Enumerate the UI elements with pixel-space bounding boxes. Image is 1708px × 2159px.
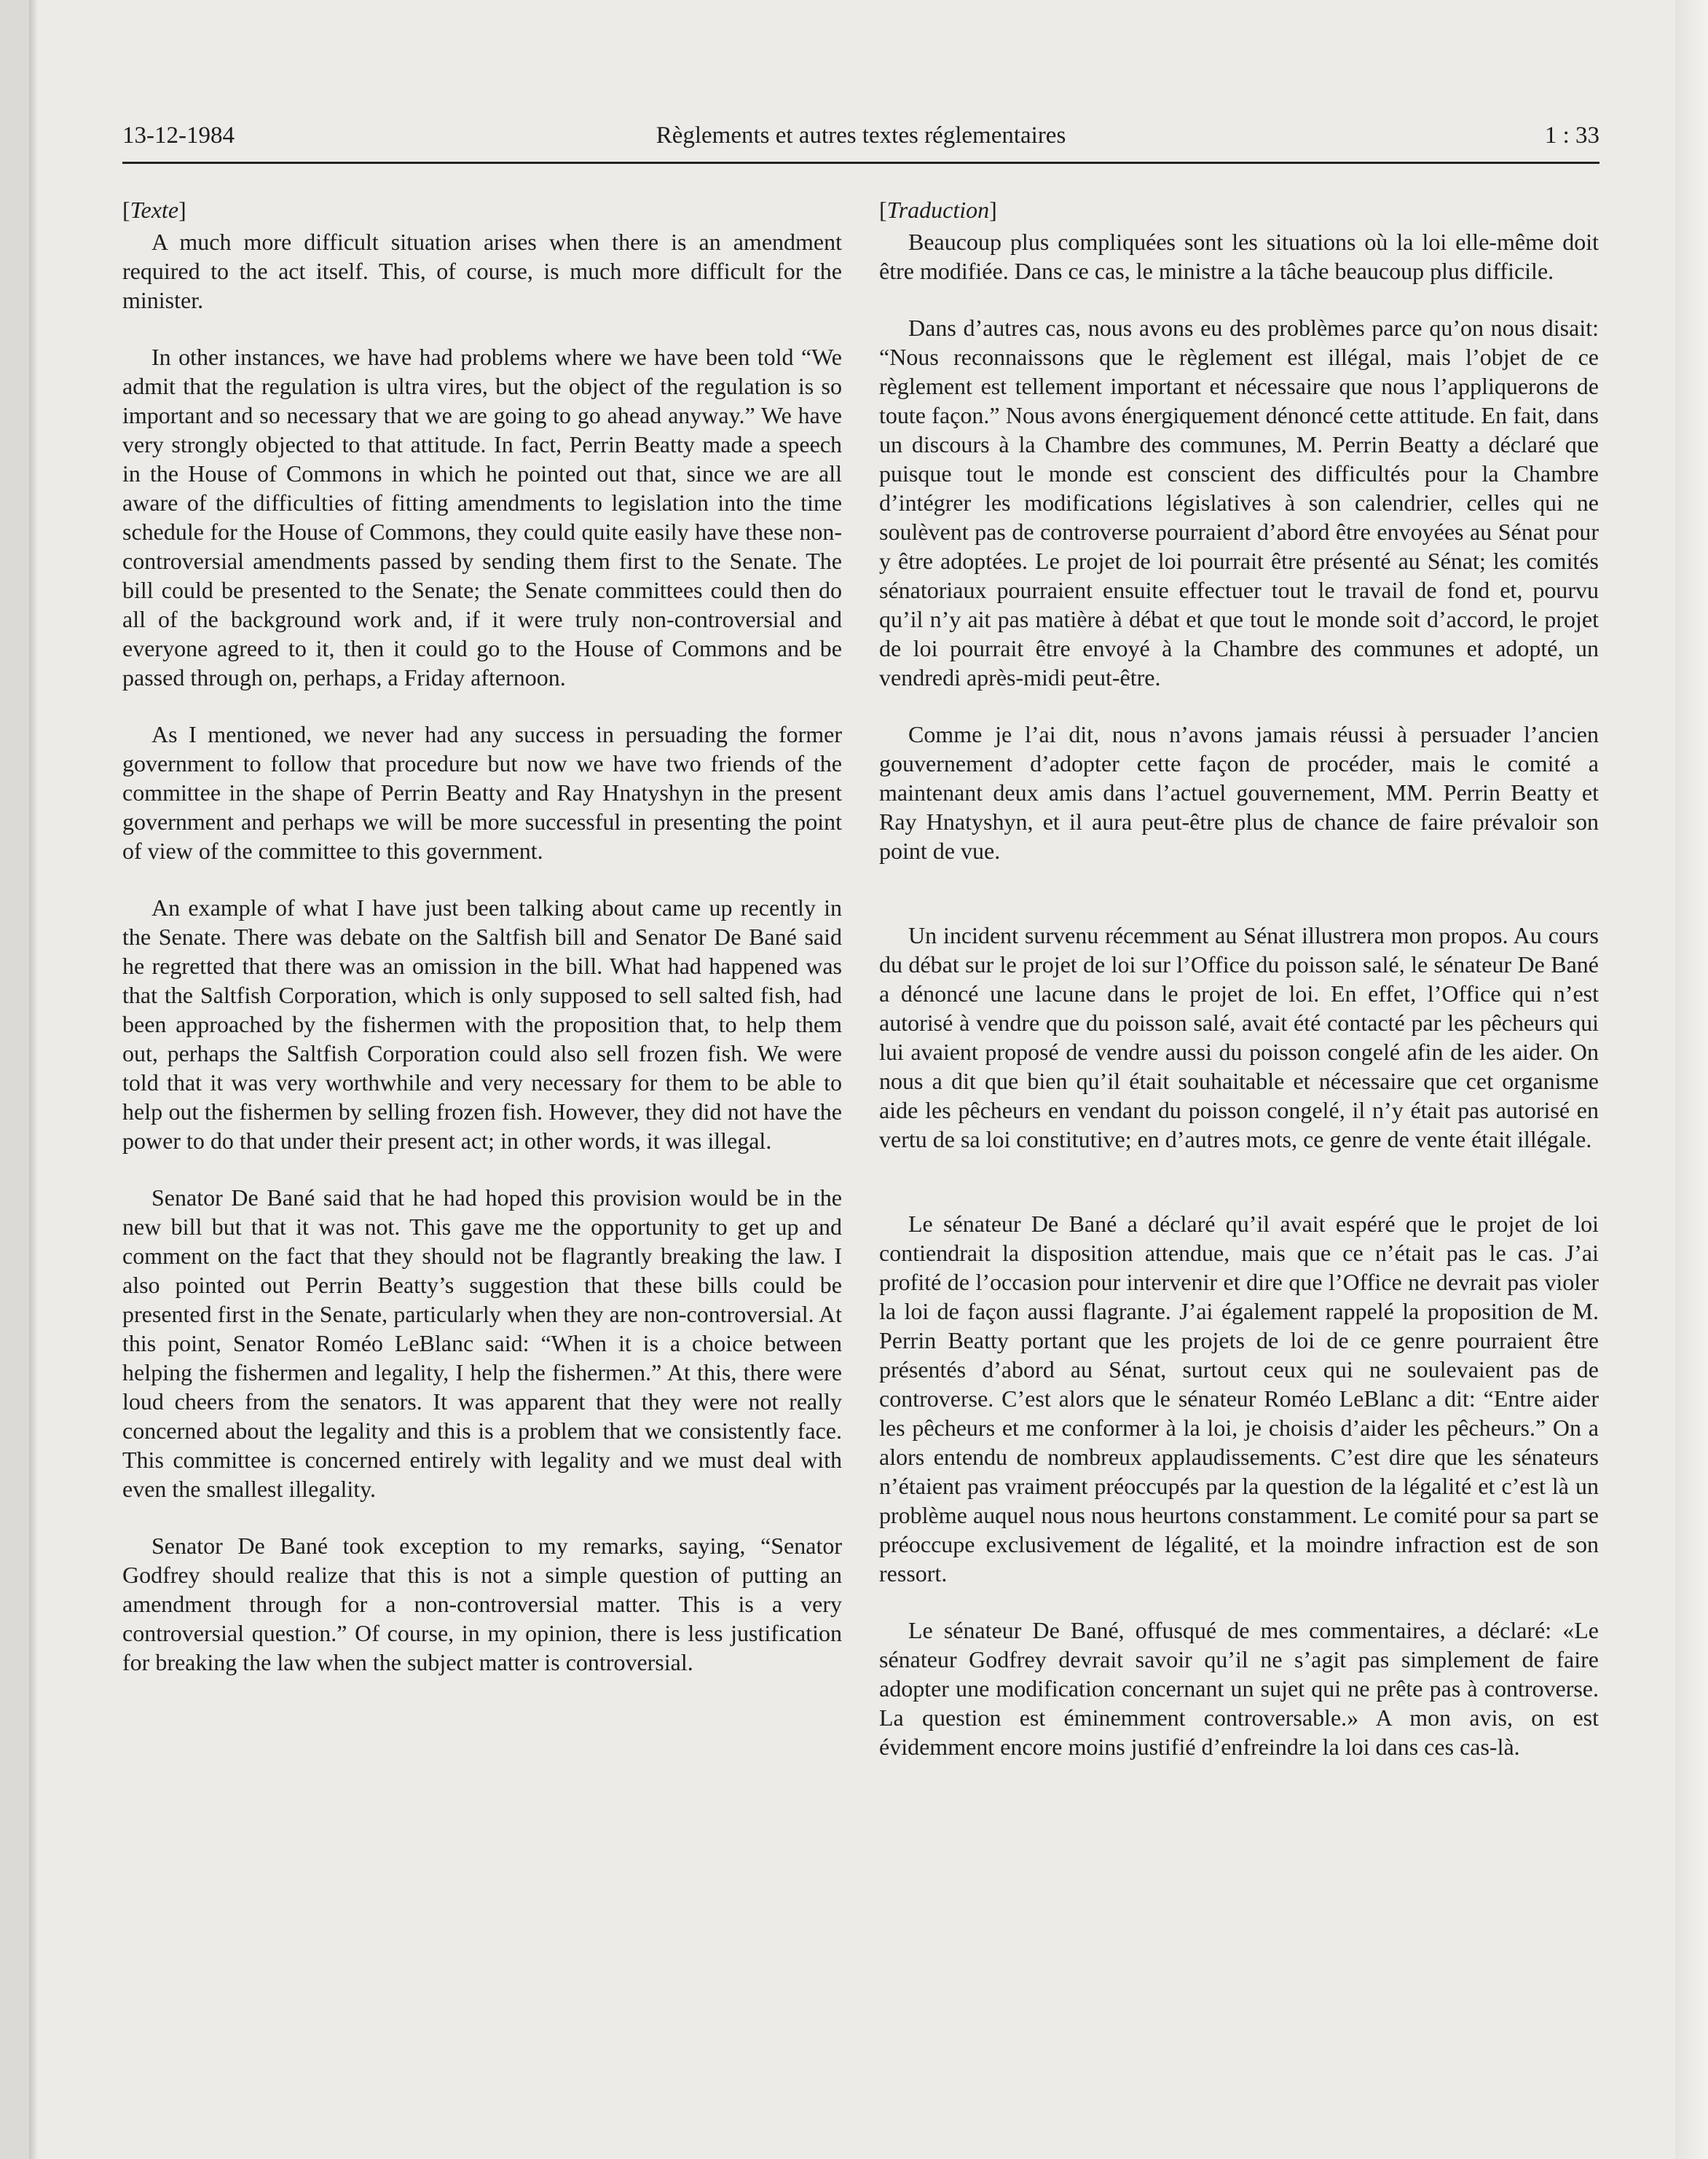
column-label-texte: [Texte] (122, 197, 186, 223)
page-edge-shadow (29, 0, 38, 2159)
paragraph: An example of what I have just been talking about came up recently in the Senate. There was debate on the Saltfish bill and Senator De Bané said he regretted that there was an omission in the bill. What had happened was that the Saltfish Corporation, which is only supposed to sell salted fish, had been approached by the fishermen with the proposition that, to help them out, perhaps the Saltfish Corporation could also sell frozen fish. We were told that it was very worthwhile and very necessary for them to be able to help out the fishermen by selling frozen fish. However, they did not have the power to do that under their present act; in other words, it was illegal. (122, 894, 842, 1154)
running-header (122, 117, 1599, 164)
paragraph: Le sénateur De Bané a déclaré qu’il avait espéré que le projet de loi contiendrait la disposition attendue, mais que ce n’était pas le cas. J’ai profité de l’occasion pour intervenir et dire que l’Office ne devrait pas violer la loi de façon aussi flagrante. J’ai également rappelé la proposition de M. Perrin Beatty portant que les projets de loi de ce genre pourraient être présentés d’abord au Sénat, surtout ceux qui ne soulevaient pas de controverse. C’est alors que le sénateur Roméo LeBlanc a dit: “Entre aider les pêcheurs et me conformer à la loi, je choisis d’aider les pêcheurs.” On a alors entendu de nombreux applaudissements. C’est dire que les sénateurs n’étaient pas vraiment préoccupés par la question de la légalité et c’est là un problème auquel nous nous heurtons constamment. Le comité pour sa part se préoccupe exclusivement de légalité, et la moindre infraction est de son ressort. (879, 1211, 1599, 1586)
paragraph: Le sénateur De Bané, offusqué de mes commentaires, a déclaré: «Le sénateur Godfrey devrait savoir qu’il ne s’agit pas simplement de faire adopter une modification concernant un sujet qui ne prête pas à controverse. La question est éminemment controversable.» A mon avis, on est évidemment encore moins justifié d’enfreindre la loi dans ces cas-là. (879, 1617, 1599, 1760)
french-column (879, 195, 1599, 1761)
paragraph: Senator De Bané said that he had hoped this provision would be in the new bill but that it was not. This gave me the opportunity to get up and comment on the fact that they should not be flagrantly breaking the law. I also pointed out Perrin Beatty’s suggestion that these bills could be presented first in the Senate, particularly when they are non-controversial. At this point, Senator Roméo LeBlanc said: “When it is a choice between helping the fishermen and legality, I help the fishermen.” At this, there were loud cheers from the senators. It was apparent that they were not really concerned about the legality and this is a problem that we consistently face. This committee is concerned entirely with legality and we must deal with even the smallest illegality. (122, 1184, 842, 1502)
paragraph: In other instances, we have had problems where we have been told “We admit that the regulation is ultra vires, but the object of the regulation is so important and so necessary that we are going to go ahead anyway.” We have very strongly objected to that attitude. In fact, Perrin Beatty made a speech in the House of Commons in which he pointed out that, since we are all aware of the difficulties of fitting amendments to legislation into the time schedule for the House of Commons, they could quite easily have these non-controversial amendments passed by sending them first to the Senate. The bill could be presented to the Senate; the Senate committees could then do all of the background work and, if it were truly non-controversial and everyone agreed to it, then it could go to the House of Commons and be passed through on, perhaps, a Friday afternoon. (122, 344, 842, 691)
paragraph: As I mentioned, we never had any success in persuading the former government to follow that procedure but now we have two friends of the committee in the shape of Perrin Beatty and Ray Hnatyshyn in the present government and perhaps we will be more successful in presenting the point of view of the committee to this government. (122, 721, 842, 864)
english-column (122, 195, 842, 1677)
column-label-traduction: [Traduction] (879, 197, 997, 223)
paragraph: Senator De Bané took exception to my remarks, saying, “Senator Godfrey should realize that this is not a simple question of putting an amendment through for a non-controversial matter. This is a very controversial question.” Of course, in my opinion, there is less justification for breaking the law when the subject matter is controversial. (122, 1533, 842, 1675)
paragraph: Comme je l’ai dit, nous n’avons jamais réussi à persuader l’ancien gouvernement d’adopter cette façon de procéder, mais le comité a maintenant deux amis dans l’actuel gouvernement, MM. Perrin Beatty et Ray Hnatyshyn, et il aura peut-être plus de chance de faire prévaloir son point de vue. (879, 721, 1599, 864)
paragraph: Un incident survenu récemment au Sénat illustrera mon propos. Au cours du débat sur le projet de loi sur l’Office du poisson salé, le sénateur De Bané a dénoncé une lacune dans le projet de loi. En effet, l’Office qui n’est autorisé à vendre que du poisson salé, avait été contacté par les pêcheurs qui lui avaient proposé de vendre aussi du poisson congelé afin de les aider. On nous a dit que bien qu’il était souhaitable et nécessaire que cet organisme aide les pêcheurs en vendant du poisson congelé, il n’y était pas autorisé en vertu de sa loi constitutive; en d’autres mots, ce genre de vente était illégale. (879, 922, 1599, 1152)
header-title: Règlements et autres textes réglementaires (656, 122, 1066, 149)
paragraph: Beaucoup plus compliquées sont les situations où la loi elle-même doit être modifiée. Dans ce cas, le ministre a la tâche beaucoup plus difficile. (879, 229, 1599, 284)
paragraph: Dans d’autres cas, nous avons eu des problèmes parce qu’on nous disait: “Nous reconnaissons que le règlement est illégal, mais l’objet de ce règlement est tellement important et nécessaire que nous l’appliquerons de toute façon.” Nous avons énergiquement dénoncé cette attitude. En fait, dans un discours à la Chambre des communes, M. Perrin Beatty a déclaré que puisque tout le monde est conscient des difficultés pour la Chambre d’intégrer les modifications législatives à son calendrier, celles qui ne soulèvent pas de controverse pourraient d’abord être envoyées au Sénat pour y être adoptées. Le projet de loi pourrait être présenté au Sénat; les comités sénatoriaux pourraient ensuite effectuer tout le travail de fond et, pourvu qu’il n’y ait pas matière à débat et que tout le monde soit d’accord, le projet de loi pourrait être envoyé à la Chambre des communes et adopté, un vendredi après-midi peut-être. (879, 315, 1599, 691)
paragraph: A much more difficult situation arises when there is an amendment required to the act itself. This, of course, is much more difficult for the minister. (122, 229, 842, 313)
page-right-edge (1675, 0, 1708, 2159)
header-date: 13-12-1984 (122, 122, 235, 149)
header-page-number: 1 : 33 (1544, 122, 1599, 149)
